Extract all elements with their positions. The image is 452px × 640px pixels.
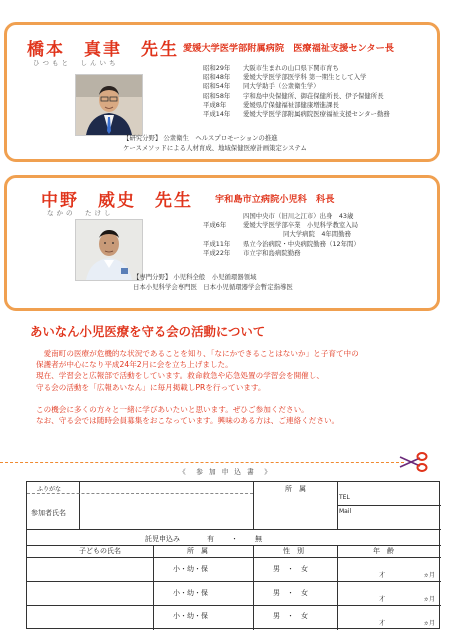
application-form [26,481,440,629]
speaker-affiliation: 宇和島市立病院小児科 科長 [215,194,335,205]
career-row: 四国中央市（旧川之江市）出身 43歳 [243,212,354,220]
child-school-header: 所 属 [187,547,208,555]
option-separator: ・ [231,535,238,543]
career-row: 同大学病院 4年間勤務 [283,230,351,239]
activity-title: あいなん小児医療を守る会の活動について [30,324,266,339]
age-months-unit: ヵ月 [423,620,436,627]
text-line: この機会に多くの方々と一緒に学びあいたいと思います。ぜひご参加ください。 [36,404,309,414]
speaker-name: 中野 威史 先生 [41,191,193,211]
speaker-card-2 [4,175,440,311]
child-sex-header: 性 別 [283,547,304,555]
speaker-name: 橋本 真聿 先生 [27,40,179,60]
affiliation-label: 所 属 [285,485,306,493]
furigana-label: ふりがな [37,486,62,493]
child-sex-options[interactable]: 男 ・ 女 [273,612,308,620]
furigana-field[interactable] [80,483,253,493]
speaker-photo [75,74,143,136]
text-line: 現在、学習会と広報部で活動をしています。救命救急や応急処置の学習会を開催し、 [36,371,324,381]
age-months-unit: ヵ月 [423,572,436,579]
text-line: 保護者が中心になり平成24年2月に会を立ち上げました。 [36,360,233,370]
participant-name-label: 参加者氏名 [31,509,66,517]
text-line: 愛南町の医療が危機的な状況であることを知り、「なにかできることはないか」と子育て中の [36,349,359,358]
child-age-header: 年 齢 [373,547,394,555]
specialty-field: 【専門分野】 小児科全般 小児循環器領域 [133,273,257,281]
speaker-kana: なかの たけし [47,209,114,217]
childcare-no-option[interactable]: 無 [255,535,262,543]
speaker-card-1 [4,22,440,162]
child-sex-options[interactable]: 男 ・ 女 [273,565,308,573]
research-field: 【研究分野】 公衆衛生 ヘルスプロモーションの推進 [123,134,278,142]
research-field-detail: ケースメソッドによる人材育成、地域保健医療計画策定システム [123,144,307,152]
child-name-header: 子どもの氏名 [79,547,121,555]
form-title: 《 参 加 申 込 書 》 [179,468,273,476]
career-row: 平成11年 県立今治病院・中央病院勤務（12年間） [203,239,360,248]
portrait-image [76,75,142,135]
age-months-unit: ヵ月 [423,596,436,603]
affiliation-field[interactable] [254,494,337,529]
age-years-unit: 才 [379,572,386,579]
cut-line [0,462,404,463]
child-school-options[interactable]: 小・幼・保 [173,612,208,620]
childcare-label: 託児申込み [145,535,180,543]
participant-name-field[interactable] [80,494,253,529]
career-row: 平成22年 市立宇和島病院勤務 [203,248,301,257]
child-school-options[interactable]: 小・幼・保 [173,565,208,573]
childcare-yes-option[interactable]: 有 [207,535,214,543]
career-row: 平成8年 愛媛県庁保健福祉部健康増進課長 [203,100,339,109]
age-years-unit: 才 [379,596,386,603]
text-line: なお、守る会では随時会員募集をおこなっています。興味のある方は、ご連絡ください。 [36,416,340,426]
activity-description [36,348,436,426]
speaker-affiliation: 愛媛大学医学部附属病院 医療福祉支援センター長 [183,43,394,54]
speaker-kana: ひつもと しんいち [33,59,119,67]
tel-label: TEL [339,494,350,501]
portrait-image [76,220,142,280]
career-list [203,212,360,258]
career-row: 平成14年 愛媛大学医学部附属病院医療福祉支援センター勤務 [203,109,390,118]
age-years-unit: 才 [379,620,386,627]
career-list [203,64,390,119]
child-sex-options[interactable]: 男 ・ 女 [273,589,308,597]
career-row: 昭和54年 同大学助手（公衆衛生学） [203,82,320,91]
specialty-credentials: 日本小児科学会専門医 日本小児循環器学会暫定指導医 [133,283,293,291]
career-row: 昭和48年 愛媛大学医学部医学科 第一期生として入学 [203,73,367,82]
child-school-options[interactable]: 小・幼・保 [173,589,208,597]
career-row: 昭和58年 宇和島中央保健所、御荘保健所長、伊予保健所長 [203,91,384,100]
career-row: 昭和29年 大阪市生まれの山口県下関市育ち [203,64,339,72]
speaker-photo [75,219,143,281]
career-row: 平成6年 愛媛大学医学部卒業 小児科学教室入局 [203,221,359,230]
text-line: 守る会の活動を「広報あいなん」に毎月掲載しPRを行っています。 [36,382,266,392]
mail-label: Mail [339,508,352,515]
